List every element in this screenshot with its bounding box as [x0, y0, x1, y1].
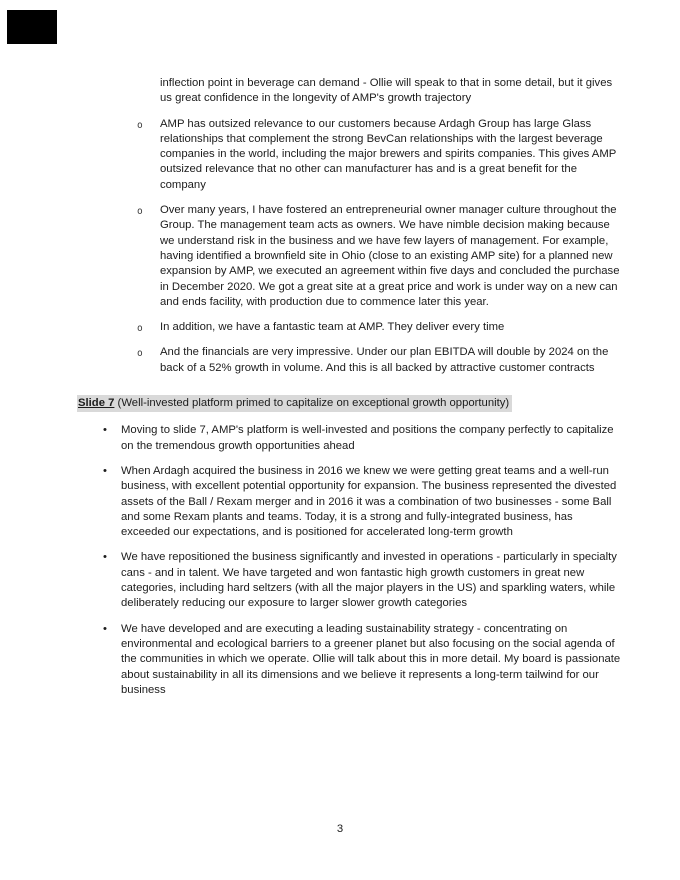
- sub-bullet-text: And the financials are very impressive. Under our plan EBITDA will double by 2024 on the back of a 52% growth in volume. And this is all backed by attractive customer contracts: [160, 346, 609, 374]
- sub-bullet-item: [137, 320, 623, 335]
- circle-bullet-icon: o: [137, 348, 143, 360]
- sub-bullet-text: Over many years, I have fostered an entrepreneurial owner manager culture throughout the Group. The management team acts as owners. We have nimble decision making because we understand risk in the business and we have few layers of management. For example, having identified a brownfield site in Ohio (close to an existing AMP site) for a planned new expansion by AMP, we executed an agreement within five days and concluded the purchase in December 2020. We got a great site at a great price and work is under way on a new can and ends facility, with production due to commence later this year.: [160, 204, 620, 308]
- sub-bullet-text: In addition, we have a fantastic team at AMP. They deliver every time: [160, 321, 505, 334]
- dot-bullet-icon: •: [103, 464, 107, 477]
- page-number: 3: [336, 823, 344, 835]
- bullet-text: Moving to slide 7, AMP's platform is well-invested and positions the company perfectly to capitalize on the tremendous growth opportunities ahead: [121, 424, 614, 452]
- slide-heading-highlight: [77, 395, 512, 412]
- dot-bullet-icon: •: [103, 424, 107, 437]
- slide-heading-label: Slide 7: [78, 397, 115, 410]
- dot-bullet-icon: •: [103, 622, 107, 635]
- redaction-box: [7, 10, 57, 44]
- sub-bullet-item: [137, 345, 623, 376]
- bullet-item: [103, 423, 621, 454]
- circle-bullet-icon: o: [137, 206, 143, 218]
- page-content: [0, 76, 680, 708]
- circle-bullet-icon: o: [137, 119, 143, 131]
- sub-bullet-item: [137, 117, 623, 193]
- slide-heading: [77, 396, 680, 411]
- continuation-paragraph: [160, 76, 623, 107]
- bullet-item: [103, 622, 621, 698]
- bullet-text: We have developed and are executing a leading sustainability strategy - concentrating on environmental and ecological barriers to a greener planet but also focusing on the social agenda of the communities in which we operate. Ollie will talk about this in more detail. My board is passionate about sustainability in all its dimensions and we believe it represents a long-term tailwind for our business: [121, 622, 621, 696]
- sub-bullet-text: AMP has outsized relevance to our customers because Ardagh Group has large Glass relationships that complement the strong BevCan relationships with the largest beverage companies in the world, including the major brewers and spirits companies. This gives AMP outsized relevance that no other can manufacturer has and is a great benefit for the company: [160, 117, 617, 191]
- bullet-item: [103, 550, 621, 611]
- sub-bullet-item: [137, 203, 623, 310]
- slide-heading-subtitle: (Well-invested platform primed to capitalize on exceptional growth opportunity): [114, 397, 510, 410]
- circle-bullet-icon: o: [137, 323, 143, 335]
- bullet-item: [103, 464, 621, 540]
- paragraph-text: inflection point in beverage can demand - Ollie will speak to that in some detail, but it gives us great confidence in the longevity of AMP's growth trajectory: [160, 77, 613, 105]
- bullet-text: We have repositioned the business significantly and invested in operations - particularly in specialty cans - and in talent. We have targeted and won fantastic high growth customers in great new categories, including hard seltzers (with all the major players in the US) and sparkling waters, while deliberately reducing our exposure to larger slower growth categories: [121, 551, 617, 610]
- bullet-text: When Ardagh acquired the business in 2016 we knew we were getting great teams and a well-run business, with excellent potential opportunity for expansion. The business represented the divested assets of the Ball / Rexam merger and in 2016 it was a combination of two businesses - some Ball and some Rexam plants and teams. Today, it is a strong and fully-integrated business, has exceeded our expectations, and is positioned for accelerated long-term growth: [121, 464, 617, 539]
- dot-bullet-icon: •: [103, 551, 107, 564]
